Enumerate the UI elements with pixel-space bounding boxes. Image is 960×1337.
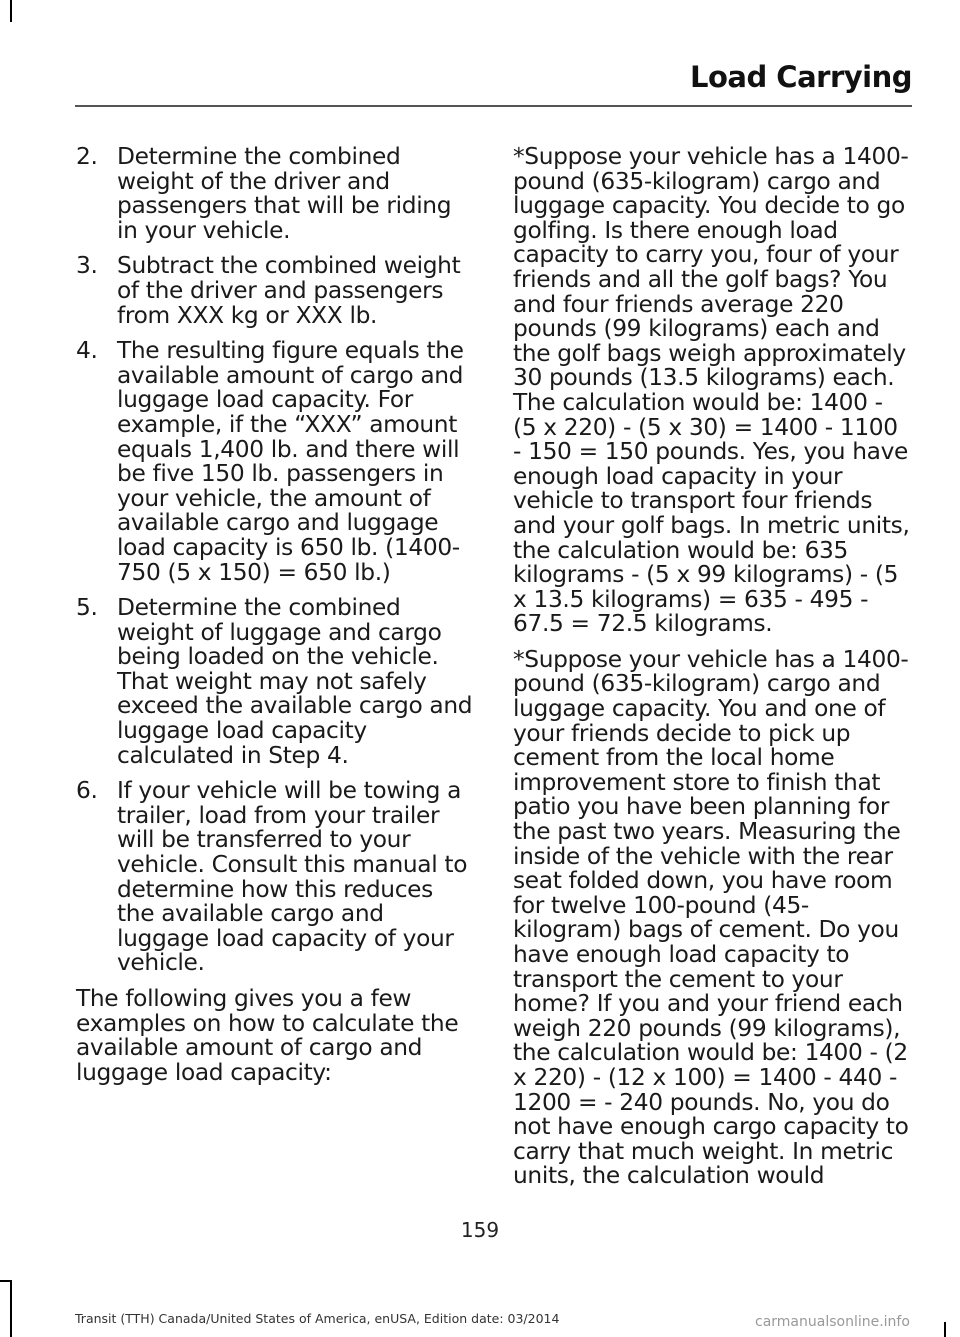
step-number: 5. xyxy=(76,594,98,622)
example-golf-paragraph: *Suppose your vehicle has a 1400-pound (635-kilogram) cargo and luggage capacity. You decide to go golfing. Is there enough load capacity to carry you, four of your friends and all the golf bags? You and four friends average 220 pounds (99 kilograms) each and the golf bags weigh approximately 30 pounds (13.5 kilograms) each. The calculation would be: 1400 - (5 x 220) - (5 x 30) = 1400 - 1100 - 150 = 150 pounds. Yes, you have enough load capacity in your vehicle to transport four friends and your golf bags. In metric units, the calculation would be: 635 kilograms - (5 x 99 kilograms) - (5 x 13.5 kilograms) = 635 - 495 - 67.5 = 72.5 kilograms. xyxy=(513,143,910,638)
step-text: The resulting figure equals the available amount of cargo and luggage load capacity. For example, if the “XXX” amount equals 1,400 lb. and there will be five 150 lb. passengers in your vehicle, the amount of available cargo and luggage load capacity is 650 lb. (1400-750 (5 x 150) = 650 lb.) xyxy=(117,337,464,586)
steps-list xyxy=(76,145,476,976)
crop-mark-bottom-left-v xyxy=(10,1280,12,1337)
step-text: Determine the combined weight of luggage and cargo being loaded on the vehicle. That weight may not safely exceed the available cargo and luggage load capacity calculated in Step 4. xyxy=(117,594,473,769)
crop-mark-top-left xyxy=(10,0,12,22)
step-number: 4. xyxy=(76,337,98,365)
step-text: If your vehicle will be towing a trailer, load from your trailer will be transferred to your vehicle. Consult this manual to determine how this reduces the available cargo and luggage load capacity of your vehicle. xyxy=(117,777,468,977)
page-title: Load Carrying xyxy=(689,60,912,94)
right-column xyxy=(513,145,911,1200)
list-item xyxy=(76,339,476,585)
step-number: 6. xyxy=(76,777,98,805)
step-text: Subtract the combined weight of the driver and passengers from XXX kg or XXX lb. xyxy=(117,252,461,329)
step-number: 2. xyxy=(76,143,98,170)
list-item xyxy=(76,145,476,243)
header-divider xyxy=(75,105,912,107)
list-item xyxy=(76,596,476,768)
example-cement-paragraph: *Suppose your vehicle has a 1400-pound (635-kilogram) cargo and luggage capacity. You and one of your friends decide to pick up cement from the local home improvement store to finish that patio you have been planning for the past two years. Measuring the inside of the vehicle with the rear seat folded down, you have room for twelve 100-pound (45-kilogram) bags of cement. Do you have enough load capacity to transport the cement to your home? If you and your friend each weigh 220 pounds (99 kilograms), the calculation would be: 1400 - (2 x 220) - (12 x 100) = 1400 - 440 - 1200 = - 240 pounds. No, you do not have enough cargo capacity to carry that much weight. In metric units, the calculation would xyxy=(513,645,909,1190)
footer-edition-info: Transit (TTH) Canada/United States of America, enUSA, Edition date: 03/2014 xyxy=(75,1311,560,1326)
crop-mark-bottom-right xyxy=(944,1322,946,1337)
left-column xyxy=(76,145,476,1096)
page-number: 159 xyxy=(460,1218,500,1242)
intro-paragraph: The following gives you a few examples on how to calculate the available amount of cargo and luggage load capacity: xyxy=(76,985,459,1086)
step-text: Determine the combined weight of the driver and passengers that will be riding in your vehicle. xyxy=(117,143,452,244)
crop-mark-bottom-left-h xyxy=(0,1280,12,1282)
list-item xyxy=(76,779,476,976)
step-number: 3. xyxy=(76,252,98,280)
list-item xyxy=(76,254,476,328)
watermark-site: carmanualsonline.info xyxy=(755,1314,910,1330)
